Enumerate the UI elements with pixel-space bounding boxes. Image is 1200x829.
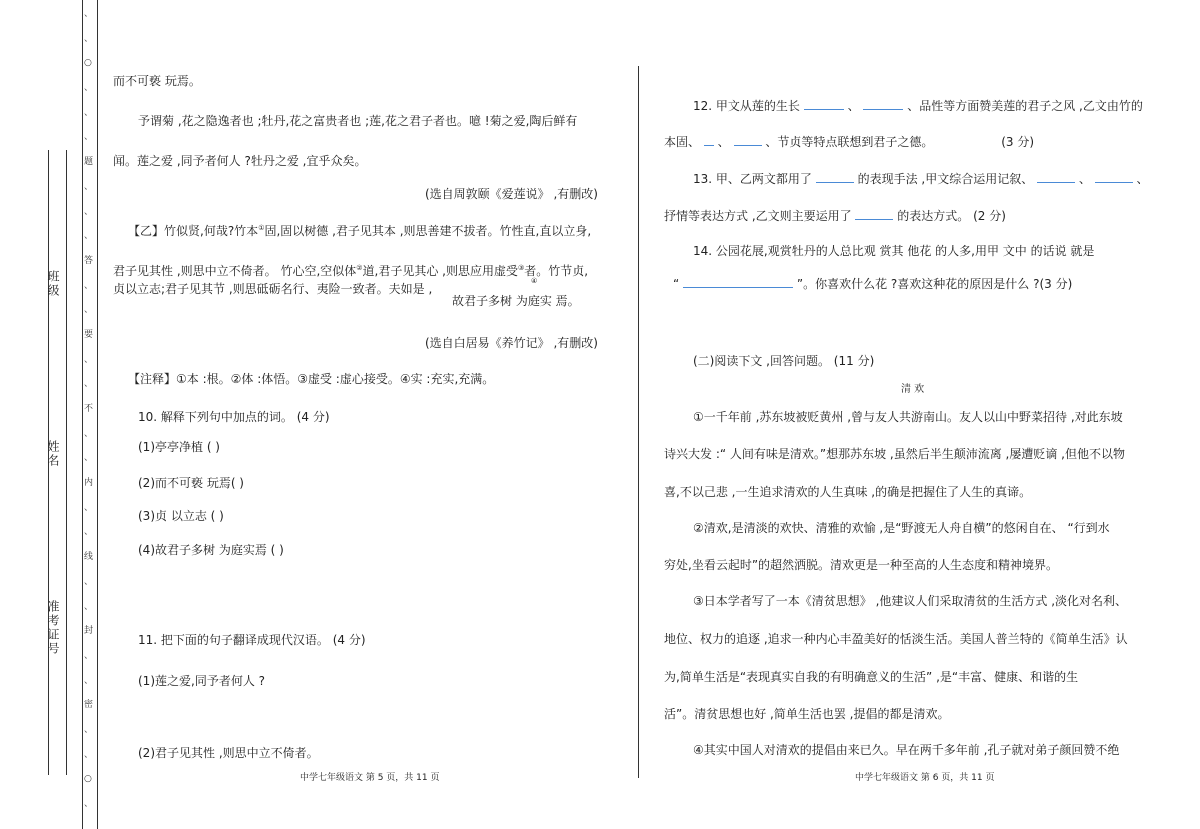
q12-score: (3 分) [1001, 135, 1035, 149]
q13-text-b: 的表现手法 ,甲文综合运用记叙、 [857, 172, 1034, 186]
seal-char: 答 [84, 255, 94, 266]
seal-char: 、 [84, 132, 94, 143]
footnote-4: ④ [531, 277, 538, 285]
q13-blank-1[interactable] [816, 170, 854, 183]
source-1: (选自周敦颐《爱莲说》 ,有删改) [425, 187, 598, 201]
seal-char: 、 [84, 428, 94, 439]
seal-char: 、 [84, 231, 94, 242]
question-12-line-2 [664, 133, 1034, 150]
para-1-a: ①一千年前 ,苏东坡被贬黄州 ,曾与友人共游南山。友人以山中野菜招待 ,对此东坡 [693, 410, 1123, 424]
q14-text-c: ”。你喜欢什么花 ?喜欢这种花的原因是什么 ?(3 分) [796, 277, 1073, 291]
q12-text-c: 、品性等方面赞美莲的君子之风 ,乙文由竹的 [907, 99, 1143, 113]
binding-line-outer [82, 0, 83, 829]
question-13-line-2 [664, 207, 1006, 224]
question-10: 10. 解释下列句中加点的词。 (4 分) [138, 410, 330, 424]
seal-char: 、 [84, 9, 94, 19]
q10-item-2[interactable]: (2)而不可亵 玩焉( ) [138, 476, 244, 490]
q12-text-e: 、 [717, 135, 730, 149]
seal-char: 、 [84, 576, 94, 587]
q12-blank-2[interactable] [863, 97, 903, 110]
para-1-c: 喜,不以己悲 ,一生追求清欢的人生真味 ,的确是把握住了人生的真谛。 [664, 485, 1032, 499]
seal-char: 、 [84, 724, 94, 735]
q13-blank-3[interactable] [1095, 170, 1133, 183]
yi-line-1a: 【乙】竹似贤,何哉?竹本 [128, 224, 259, 238]
q12-blank-3[interactable] [704, 133, 714, 146]
seal-char: 封 [84, 626, 94, 637]
seal-char: 、 [84, 749, 94, 760]
question-14-line-2 [673, 275, 1072, 292]
para-2-a: ②清欢,是清淡的欢快、清雅的欢愉 ,是“野渡无人舟自横”的悠闲自在、 “行到水 [693, 521, 1110, 535]
seal-char: ○ [84, 774, 92, 785]
q13-text-d: 、 [1136, 172, 1149, 186]
right-footer: 中学七年级语文 第 6 页，共 11 页 [855, 773, 995, 783]
seal-char: 、 [84, 502, 94, 513]
seal-char: 、 [84, 675, 94, 686]
seal-char: ○ [84, 58, 92, 69]
essay-title: 清 欢 [901, 384, 925, 395]
q10-item-4[interactable]: (4)故君子多树 为庭实焉 ( ) [138, 543, 284, 557]
q13-text-c: 、 [1078, 172, 1091, 186]
yi-line-2b: 道,君子见其心 ,则思应用虚受 [362, 264, 518, 278]
yi-line-3b: 故君子多树 为庭实 焉。 [452, 294, 580, 308]
q12-blank-4[interactable] [734, 133, 762, 146]
para-3-a: ③日本学者写了一本《清贫思想》 ,他建议人们采取清贫的生活方式 ,淡化对名利、 [693, 594, 1128, 608]
para-3-b: 地位、权力的追逐 ,追求一种内心丰盈美好的恬淡生活。美国人普兰特的《简单生活》认 [664, 632, 1128, 646]
seal-char: 、 [84, 527, 94, 538]
seal-char: 、 [84, 206, 94, 217]
class-label: 班级 [46, 270, 60, 298]
yi-line-2a: 君子见其性 ,则思中立不倚者。 竹心空,空似体 [113, 264, 357, 278]
footnote-1: ① [258, 224, 265, 232]
para-2-b: 穷处,坐看云起时”的超然洒脱。清欢更是一种至高的人生态度和精神境界。 [664, 558, 1059, 572]
q14-blank[interactable] [683, 275, 793, 288]
seal-char: 线 [84, 552, 94, 563]
seal-char: 、 [84, 107, 94, 118]
q12-text-d: 本固、 [664, 135, 701, 149]
q14-text-b: “ [673, 277, 680, 291]
left-line-1: 而不可亵 玩焉。 [113, 74, 201, 88]
yi-line-1 [128, 222, 591, 239]
q12-text-b: 、 [847, 99, 860, 113]
q13-blank-4[interactable] [855, 207, 893, 220]
q13-text-f: 的表达方式。 (2 分) [897, 209, 1006, 223]
annotation-note: 【注释】①本 :根。②体 :体悟。③虚受 :虚心接受。④实 :充实,充满。 [128, 372, 495, 386]
yi-line-2 [113, 262, 588, 279]
q13-text-e: 抒情等表达方式 ,乙文则主要运用了 [664, 209, 852, 223]
para-3-d: 活”。清贫思想也好 ,简单生活也罢 ,提倡的都是清欢。 [664, 707, 950, 721]
binding-label-line [66, 150, 67, 775]
seal-char: 、 [84, 650, 94, 661]
yi-line-3a: 贞以立志;君子见其节 ,则思砥砺名行、夷险一致者。夫如是 , [113, 282, 433, 296]
q12-text-a: 12. 甲文从莲的生长 [693, 99, 800, 113]
name-label: 姓名 [46, 440, 60, 468]
para-4-a: ④其实中国人对清欢的提倡由来已久。早在两千多年前 ,孔子就对弟子颜回赞不绝 [693, 743, 1120, 757]
question-12-line-1 [693, 97, 1143, 114]
question-13-line-1 [693, 170, 1149, 187]
q13-text-a: 13. 甲、乙两文都用了 [693, 172, 812, 186]
q12-text-f: 、节贞等特点联想到君子之德。 [765, 135, 934, 149]
binding-line-inner [97, 0, 98, 829]
para-3-c: 为,简单生活是“表现真实自我的有明确意义的生活” ,是“丰富、健康、和谐的生 [664, 670, 1079, 684]
footnote-3: ③ [518, 264, 525, 272]
yi-line-1b: 固,固以树德 ,君子见其本 ,则思善建不拔者。竹性直,直以立身, [264, 224, 592, 238]
question-11: 11. 把下面的句子翻译成现代汉语。 (4 分) [138, 633, 366, 647]
seal-char: 、 [84, 354, 94, 365]
seal-char: 、 [84, 305, 94, 316]
page-divider [638, 66, 639, 778]
seal-char: 、 [84, 601, 94, 612]
left-footer: 中学七年级语文 第 5 页，共 11 页 [300, 773, 440, 783]
seal-char: 、 [84, 33, 94, 44]
q11-item-1[interactable]: (1)莲之爱,同予者何人 ? [138, 674, 265, 688]
left-line-3: 闻。莲之爱 ,同予者何人 ?牡丹之爱 ,宜乎众矣。 [113, 154, 367, 168]
q10-item-3[interactable]: (3)贞 以立志 ( ) [138, 509, 224, 523]
q11-item-2[interactable]: (2)君子见其性 ,则思中立不倚者。 [138, 746, 319, 760]
seal-char: 不 [84, 404, 94, 414]
seal-char: 、 [84, 181, 94, 192]
seal-char: 、 [84, 280, 94, 291]
seal-char: 内 [84, 478, 94, 489]
q12-blank-1[interactable] [804, 97, 844, 110]
para-1-b: 诗兴大发 :“ 人间有味是清欢。”想那苏东坡 ,虽然后半生颠沛流离 ,屡遭贬谪 ,但他不以物 [664, 447, 1125, 461]
q10-item-1[interactable]: (1)亭亭净植 ( ) [138, 440, 220, 454]
section-2-heading: (二)阅读下文 ,回答问题。 (11 分) [693, 354, 875, 368]
q13-blank-2[interactable] [1037, 170, 1075, 183]
question-14-line-1: 14. 公园花展,观赏牡丹的人总比观 赏其 他花 的人多,用甲 文中 的话说 就是 [693, 244, 1095, 258]
yi-line-2c: 者。竹节贞, [524, 264, 589, 278]
seal-char: 密 [84, 700, 94, 711]
exam-number-label: 准考证号 [46, 600, 60, 656]
footnote-2: ② [356, 264, 363, 272]
seal-char: 、 [84, 453, 94, 464]
seal-char: 要 [84, 329, 94, 340]
seal-char: 、 [84, 799, 94, 809]
left-line-2: 予谓菊 ,花之隐逸者也 ;牡丹,花之富贵者也 ;莲,花之君子者也。噫 !菊之爱,陶后鲜有 [138, 114, 578, 128]
seal-char: 题 [84, 157, 94, 168]
seal-char: 、 [84, 83, 94, 94]
seal-char: 、 [84, 379, 94, 390]
source-2: (选自白居易《养竹记》 ,有删改) [425, 336, 598, 350]
